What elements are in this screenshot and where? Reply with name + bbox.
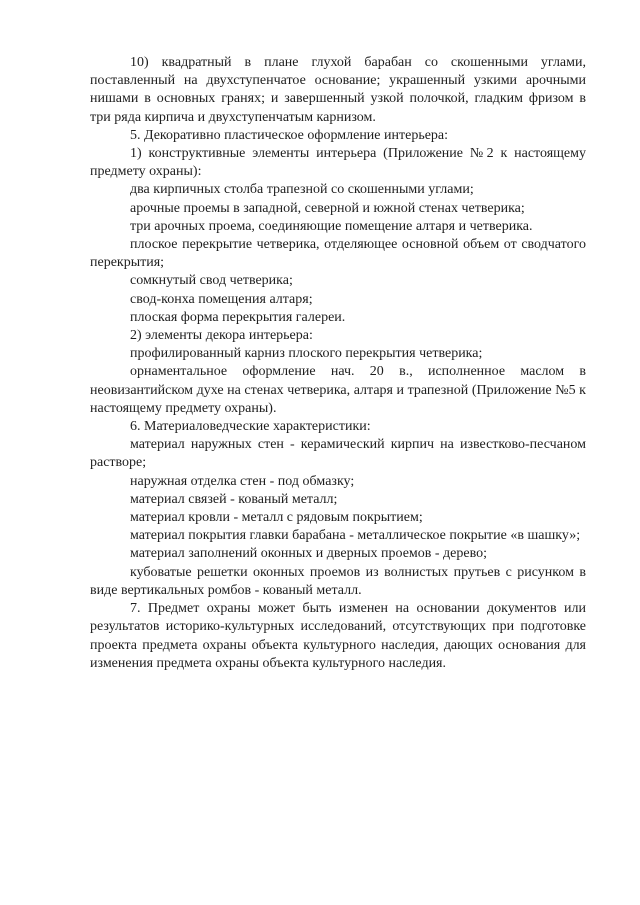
list-item: наружная отделка стен - под обмазку; [130, 473, 355, 489]
list-item: материал связей - кованый металл; [130, 491, 338, 507]
paragraph-item-10-drum: 10) квадратный в плане глухой барабан со скошенными углами, поставленный на двухступенчатое основание; украшенный узкими арочными нишами в основных гранях; и завершенный узкой полочкой, гладким фризом в три ряда кирпича и двухступенчатым карнизом. [90, 55, 586, 125]
subsection-heading-structural-elements: 1) конструктивные элементы интерьера (Приложение №2 к настоящему предмету охраны): [90, 146, 586, 180]
document-body [90, 54, 586, 673]
list-item: арочные проемы в западной, северной и южной стенах четверика; [130, 200, 525, 216]
list-item: три арочных проема, соединяющие помещение алтаря и четверика. [130, 218, 533, 234]
section-heading-interior-decor: 5. Декоративно пластическое оформление интерьера: [130, 127, 449, 143]
list-item: кубоватые решетки оконных проемов из волнистых прутьев с рисунком в виде вертикальных ромбов - кованый металл. [90, 564, 586, 598]
list-item: материал покрытия главки барабана - металлическое покрытие «в шашку»; [130, 528, 581, 544]
list-item: плоское перекрытие четверика, отделяющее основной объем от сводчатого перекрытия; [90, 237, 586, 271]
list-item: профилированный карниз плоского перекрытия четверика; [130, 346, 483, 362]
section-paragraph-7: 7. Предмет охраны может быть изменен на основании документов или результатов историко-культурных исследований, отсутствующих при подготовке проекта предмета охраны объекта культурного наследия, дающих основания для изменения предмета охраны объекта культурного наследия. [90, 601, 586, 671]
section-heading-material-characteristics: 6. Материаловедческие характеристики: [130, 419, 371, 435]
list-item: материал наружных стен - керамический кирпич на известково-песчаном растворе; [90, 437, 586, 471]
list-item: сомкнутый свод четверика; [130, 273, 293, 289]
list-item: плоская форма перекрытия галереи. [130, 309, 346, 325]
list-item: материал заполнений оконных и дверных проемов - дерево; [130, 546, 487, 562]
list-item: материал кровли - металл с рядовым покрытием; [130, 510, 423, 526]
list-item: орнаментальное оформление нач. 20 в., исполненное маслом в неовизантийском духе на стенах четверика, алтаря и трапезной (Приложение №5 к настоящему предмету охраны). [90, 364, 586, 416]
list-item: свод-конха помещения алтаря; [130, 291, 313, 307]
list-item: два кирпичных столба трапезной со скошенными углами; [130, 182, 474, 198]
subsection-heading-decor-elements: 2) элементы декора интерьера: [130, 328, 313, 344]
